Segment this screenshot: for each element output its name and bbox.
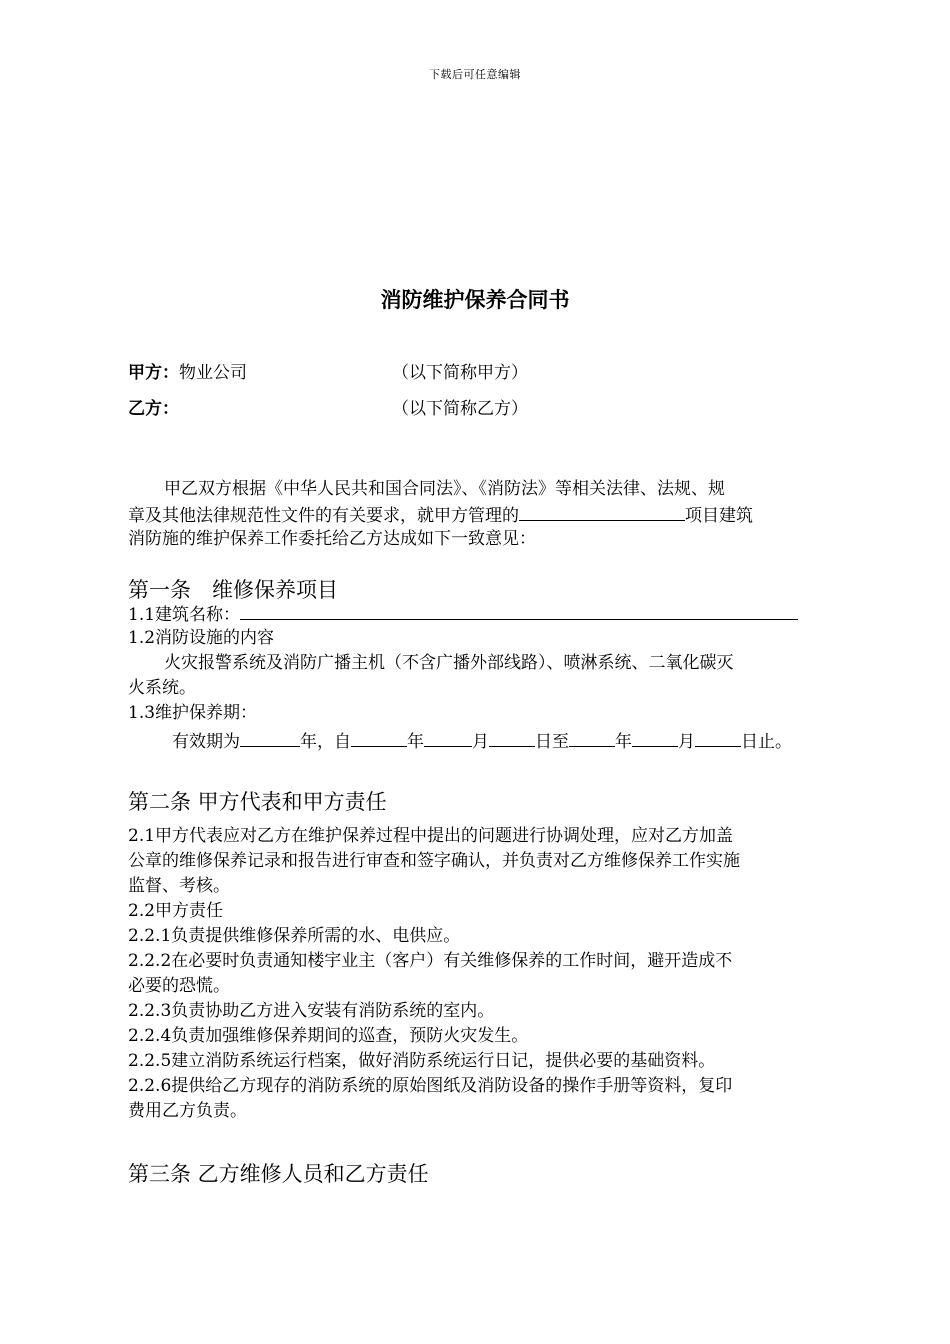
start-year-blank [351, 728, 407, 747]
article-2-line: 监督、考核。 [128, 876, 230, 896]
item-1-2: 1.2消防设施的内容 [128, 628, 275, 648]
item-1-1 [128, 601, 822, 626]
period-text-3: 年 [407, 732, 424, 752]
party-a-label: 甲方： [128, 363, 179, 383]
end-year-blank [569, 728, 615, 747]
article-3-heading: 第三条 乙方维修人员和乙方责任 [128, 1162, 429, 1186]
party-a-name: 物业公司 [179, 363, 247, 383]
page-title: 消防维护保养合同书 [380, 288, 570, 312]
item-1-3: 1.3维护保养期： [128, 703, 258, 723]
article-2-line: 2.2.3负责协助乙方进入安装有消防系统的室内。 [128, 1001, 495, 1021]
building-name-blank [240, 601, 798, 620]
period-text-2: 年，自 [300, 732, 351, 752]
article-2-line: 2.2甲方责任 [128, 901, 224, 921]
article-2-line: 费用乙方负责。 [128, 1101, 247, 1121]
article-1-heading: 第一条 维修保养项目 [128, 578, 338, 602]
intro-line-2 [128, 502, 822, 527]
intro-line-3: 消防施的维护保养工作委托给乙方达成如下一致意见： [128, 529, 536, 549]
period-line [128, 728, 822, 753]
party-b-note: （以下简称乙方） [392, 399, 528, 419]
intro-paragraph [128, 477, 822, 552]
article-2-body [128, 824, 822, 1124]
party-a-note: （以下简称甲方） [392, 363, 528, 383]
content-line-1: 火灾报警系统及消防广播主机（不含广播外部线路）、喷淋系统、二氧化碳灭 [164, 653, 734, 673]
article-2-heading: 第二条 甲方代表和甲方责任 [128, 790, 387, 814]
article-2-line: 2.2.2在必要时负责通知楼宇业主（客户）有关维修保养的工作时间，避开造成不 [128, 951, 733, 971]
header-note: 下载后可任意编辑 [429, 68, 521, 81]
intro-line-2-b: 项目建筑 [685, 506, 753, 526]
content-line-2: 火系统。 [128, 678, 196, 698]
period-text-5: 日至 [535, 732, 569, 752]
project-name-blank [519, 502, 685, 521]
article-2-line: 必要的恐慌。 [128, 976, 230, 996]
article-2-line: 2.2.6提供给乙方现存的消防系统的原始图纸及消防设备的操作手册等资料，复印 [128, 1076, 733, 1096]
article-2-line: 2.2.4负责加强维修保养期间的巡查，预防火灾发生。 [128, 1026, 529, 1046]
article-1-body [128, 601, 822, 753]
period-text-7: 月 [678, 732, 695, 752]
party-b [128, 394, 528, 419]
period-text-6: 年 [615, 732, 632, 752]
article-2-line: 公章的维修保养记录和报告进行审查和签字确认，并负责对乙方维修保养工作实施 [128, 851, 740, 871]
article-2-line: 2.2.5建立消防系统运行档案，做好消防系统运行日记，提供必要的基础资料。 [128, 1051, 716, 1071]
period-text-4: 月 [472, 732, 489, 752]
period-text-8: 日止。 [741, 732, 792, 752]
party-b-label: 乙方： [128, 399, 179, 419]
period-text-1: 有效期为 [172, 732, 240, 752]
end-month-blank [632, 728, 678, 747]
start-month-blank [424, 728, 472, 747]
intro-line-2-a: 章及其他法律规范性文件的有关要求，就甲方管理的 [128, 506, 519, 526]
party-a [128, 358, 528, 383]
article-2-line: 2.2.1负责提供维修保养所需的水、电供应。 [128, 926, 461, 946]
item-1-1-label: 1.1建筑名称： [128, 605, 241, 625]
end-day-blank [695, 728, 741, 747]
intro-line-1: 甲乙双方根据《中华人民共和国合同法》、《消防法》等相关法律、法规、规 [164, 479, 725, 499]
start-day-blank [489, 728, 535, 747]
period-years-blank [240, 728, 300, 747]
article-2-line: 2.1甲方代表应对乙方在维护保养过程中提出的问题进行协调处理，应对乙方加盖 [128, 826, 734, 846]
